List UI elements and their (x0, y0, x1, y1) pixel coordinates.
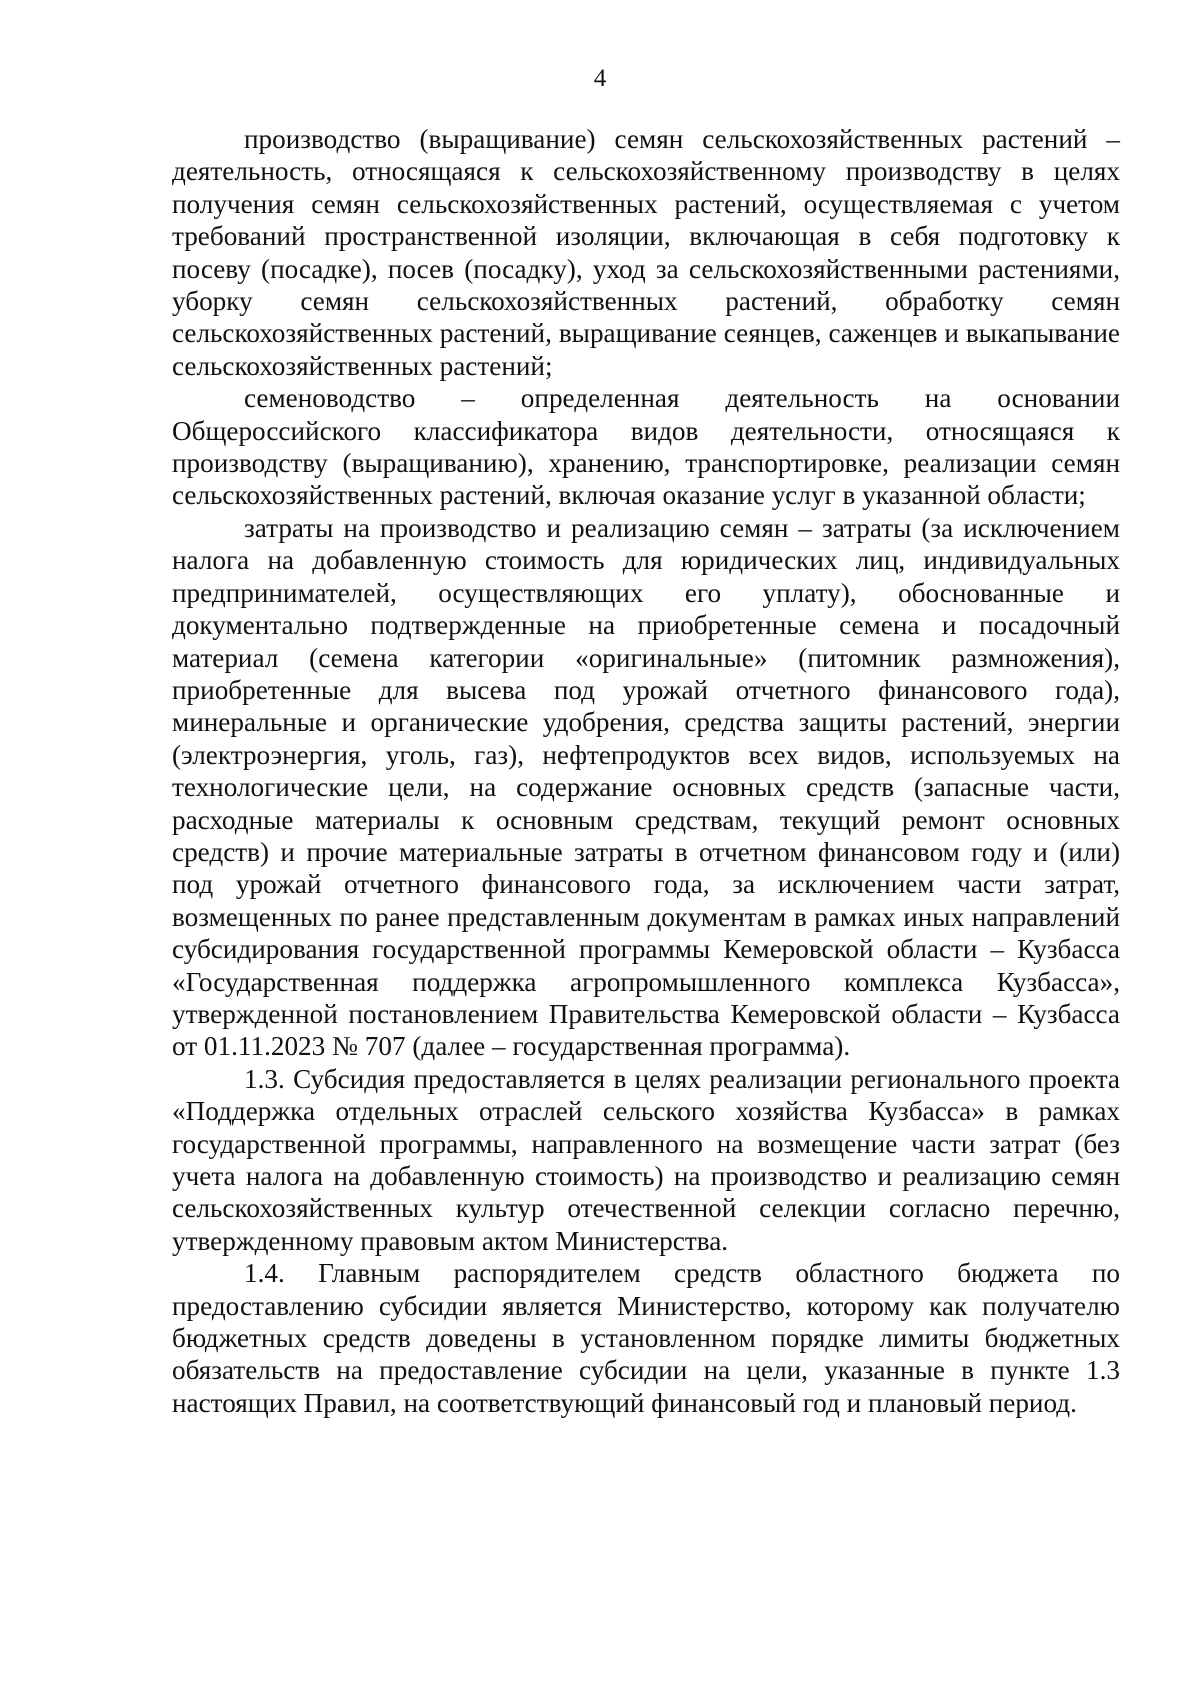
document-body (172, 123, 1120, 1419)
paragraph-seed-production-definition: производство (выращивание) семян сельскохозяйственных растений – деятельность, относящаяся к сельскохозяйственному производству в целях получения семян сельскохозяйственных растений, осуществляемая с учетом требований пространственной изоляции, включающая в себя подготовку к посеву (посадке), посев (посадку), уход за сельскохозяйственными растениями, уборку семян сельскохозяйственных растений, обработку семян сельскохозяйственных растений, выращивание сеянцев, саженцев и выкапывание сельскохозяйственных растений; (172, 124, 1120, 381)
paragraph-clause-1-4: 1.4. Главным распорядителем средств областного бюджета по предоставлению субсидии является Министерство, которому как получателю бюджетных средств доведены в установленном порядке лимиты бюджетных обязательств на предоставление субсидии на цели, указанные в пункте 1.3 настоящих Правил, на соответствующий финансовый год и плановый период. (172, 1258, 1120, 1418)
paragraph-clause-1-3: 1.3. Субсидия предоставляется в целях реализации регионального проекта «Поддержка отдельных отраслей сельского хозяйства Кузбасса» в рамках государственной программы, направленного на возмещение части затрат (без учета налога на добавленную стоимость) на производство и реализацию семян сельскохозяйственных культур отечественной селекции согласно перечню, утвержденному правовым актом Министерства. (172, 1063, 1120, 1256)
paragraph-costs-definition: затраты на производство и реализацию семян – затраты (за исключением налога на добавленную стоимость для юридических лиц, индивидуальных предпринимателей, осуществляющих его уплату), обоснованные и документально подтвержденные на приобретенные семена и посадочный материал (семена категории «оригинальные» (питомник размножения), приобретенные для высева под урожай отчетного финансового года), минеральные и органические удобрения, средства защиты растений, энергии (электроэнергия, уголь, газ), нефтепродуктов всех видов, используемых на технологические цели, на содержание основных средств (запасные части, расходные материалы к основным средствам, текущий ремонт основных средств) и прочие материальные затраты в отчетном финансовом году и (или) под урожай отчетного финансового года, за исключением части затрат, возмещенных по ранее представленным документам в рамках иных направлений субсидирования государственной программы Кемеровской области – Кузбасса «Государственная поддержка агропромышленного комплекса Кузбасса», утвержденной постановлением Правительства Кемеровской области – Кузбасса от 01.11.2023 № 707 (далее – государственная программа). (172, 512, 1120, 1062)
paragraph-seed-breeding-definition: семеноводство – определенная деятельность на основании Общероссийского классификатора видов деятельности, относящаяся к производству (выращиванию), хранению, транспортировке, реализации семян сельскохозяйственных растений, включая оказание услуг в указанной области; (172, 383, 1120, 511)
page-number: 4 (593, 65, 607, 92)
